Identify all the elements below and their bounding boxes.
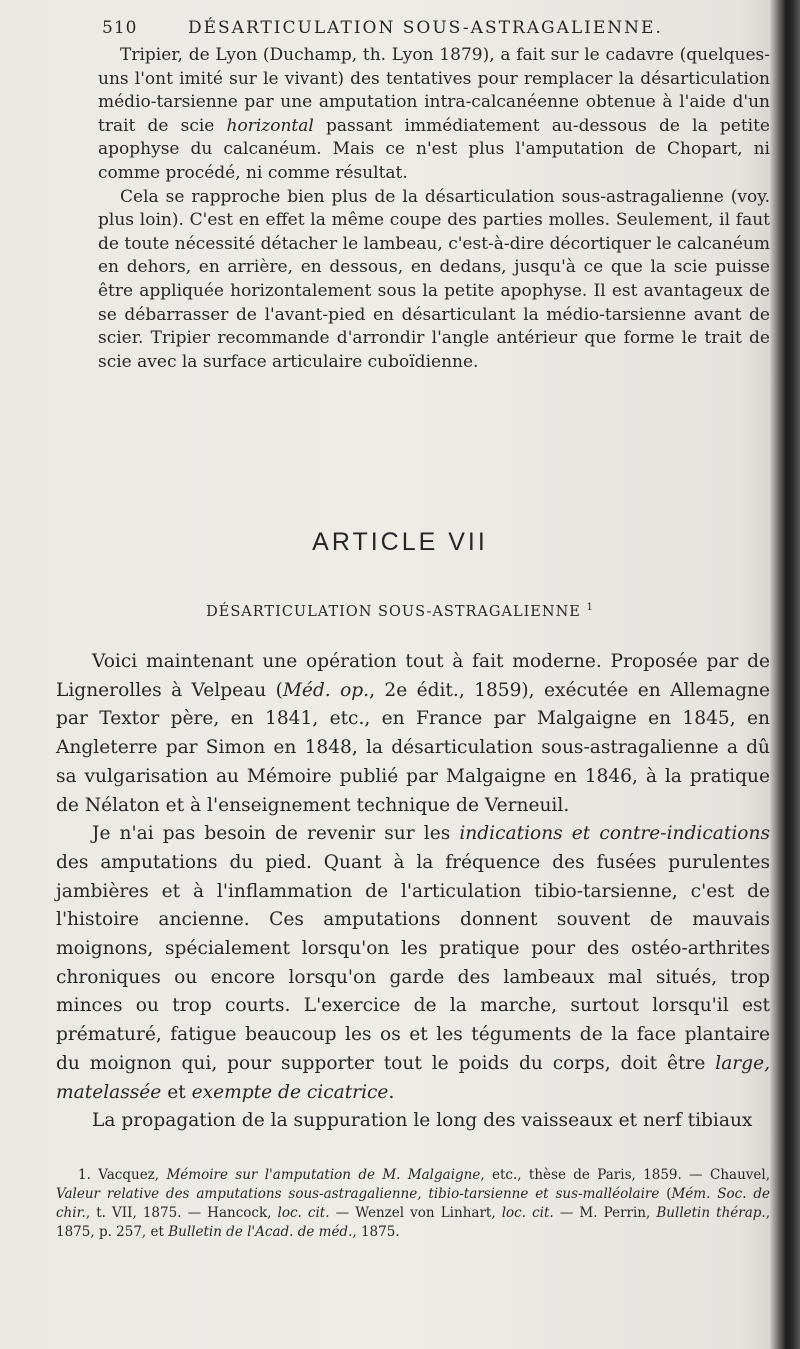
article-heading: ARTICLE VII (312, 528, 488, 556)
paragraph: Voici maintenant une opération tout à fait moderne. Proposée par de Lignerolles à Velpeau (Méd. op., 2e édit., 1859), exécutée en Allemagne par Textor père, en 1841, etc., en France par Malgaigne en 1845, en Angleterre par Simon en 1848, la désarticulation sous-astragalienne a dû sa vulgarisation au Mémoire publié par Malgaigne en 1846, à la pratique de Nélaton et à l'enseignement technique de Verneuil. (56, 651, 771, 816)
footnotes (56, 1166, 770, 1242)
paragraph: Cela se rapproche bien plus de la désarticulation sous-astragalienne (voy. plus loin). C'est en effet la même coupe des parties molles. Seulement, il faut de toute nécessité détacher le lambeau, c'est-à-dire décortiquer le calcanéum en dehors, en arrière, en dessous, en dedans, jusqu'à ce que la scie puisse être appliquée horizontalement sous la petite apophyse. Il est avantageux de se débarrasser de l'avant-pied en désarticulant la médio-tarsienne avant de scier. Tripier recommande d'arrondir l'angle antérieur que forme le trait de scie avec la surface articulaire cuboïdienne. (98, 186, 770, 372)
footnote: 1. Vacquez, Mémoire sur l'amputation de M. Malgaigne, etc., thèse de Paris, 1859. — Chauvel, Valeur relative des amputations sous-astragalienne, tibio-tarsienne et sus-malléolaire (Mém. Soc. de chir., t. VII, 1875. — Hancock, loc. cit. — Wenzel von Linhart, loc. cit. — M. Perrin, Bulletin thérap., 1875, p. 257, et Bulletin de l'Acad. de méd., 1875. (56, 1167, 771, 1240)
paragraph: La propagation de la suppuration le long des vaisseaux et nerf tibiaux (92, 1110, 753, 1132)
footnote-marker: 1 (586, 602, 594, 613)
intro-text (98, 44, 770, 374)
paragraph: Tripier, de Lyon (Duchamp, th. Lyon 1879), a fait sur le cadavre (quelques-uns l'ont imité sur le vivant) des tentatives pour remplacer la désarticulation médio-tarsienne par une amputation intra-calcanéenne obtenue à l'aide d'un trait de scie horizontal passant immédiatement au-dessous de la petite apophyse du calcanéum. Mais ce n'est plus l'amputation de Chopart, ni comme procédé, ni comme résultat. (98, 45, 770, 183)
running-title: DÉSARTICULATION SOUS-ASTRAGALIENNE. (188, 18, 663, 38)
paragraph: Je n'ai pas besoin de revenir sur les indications et contre-indications des amputations du pied. Quant à la fréquence des fusées purulentes jambières et à l'inflammation de l'articulation tibio-tarsienne, c'est de l'histoire ancienne. Ces amputations donnent souvent de mauvais moignons, spécialement lorsqu'on les pratique pour des ostéo-arthrites chroniques ou encore lorsqu'on garde des lambeaux mal situés, trop minces ou trop courts. L'exercice de la marche, surtout lorsqu'il est prématuré, fatigue beaucoup les os et les téguments de la face plantaire du moignon qui, pour supporter tout le poids du corps, doit être large, matelassée et exempte de cicatrice. (56, 823, 770, 1103)
page-number: 510 (102, 18, 138, 38)
section-title: DÉSARTICULATION SOUS-ASTRAGALIENNE $^1$ (206, 602, 594, 620)
page-edge-shadow (770, 0, 800, 1349)
page-header (102, 18, 702, 46)
body-text (56, 648, 770, 1136)
